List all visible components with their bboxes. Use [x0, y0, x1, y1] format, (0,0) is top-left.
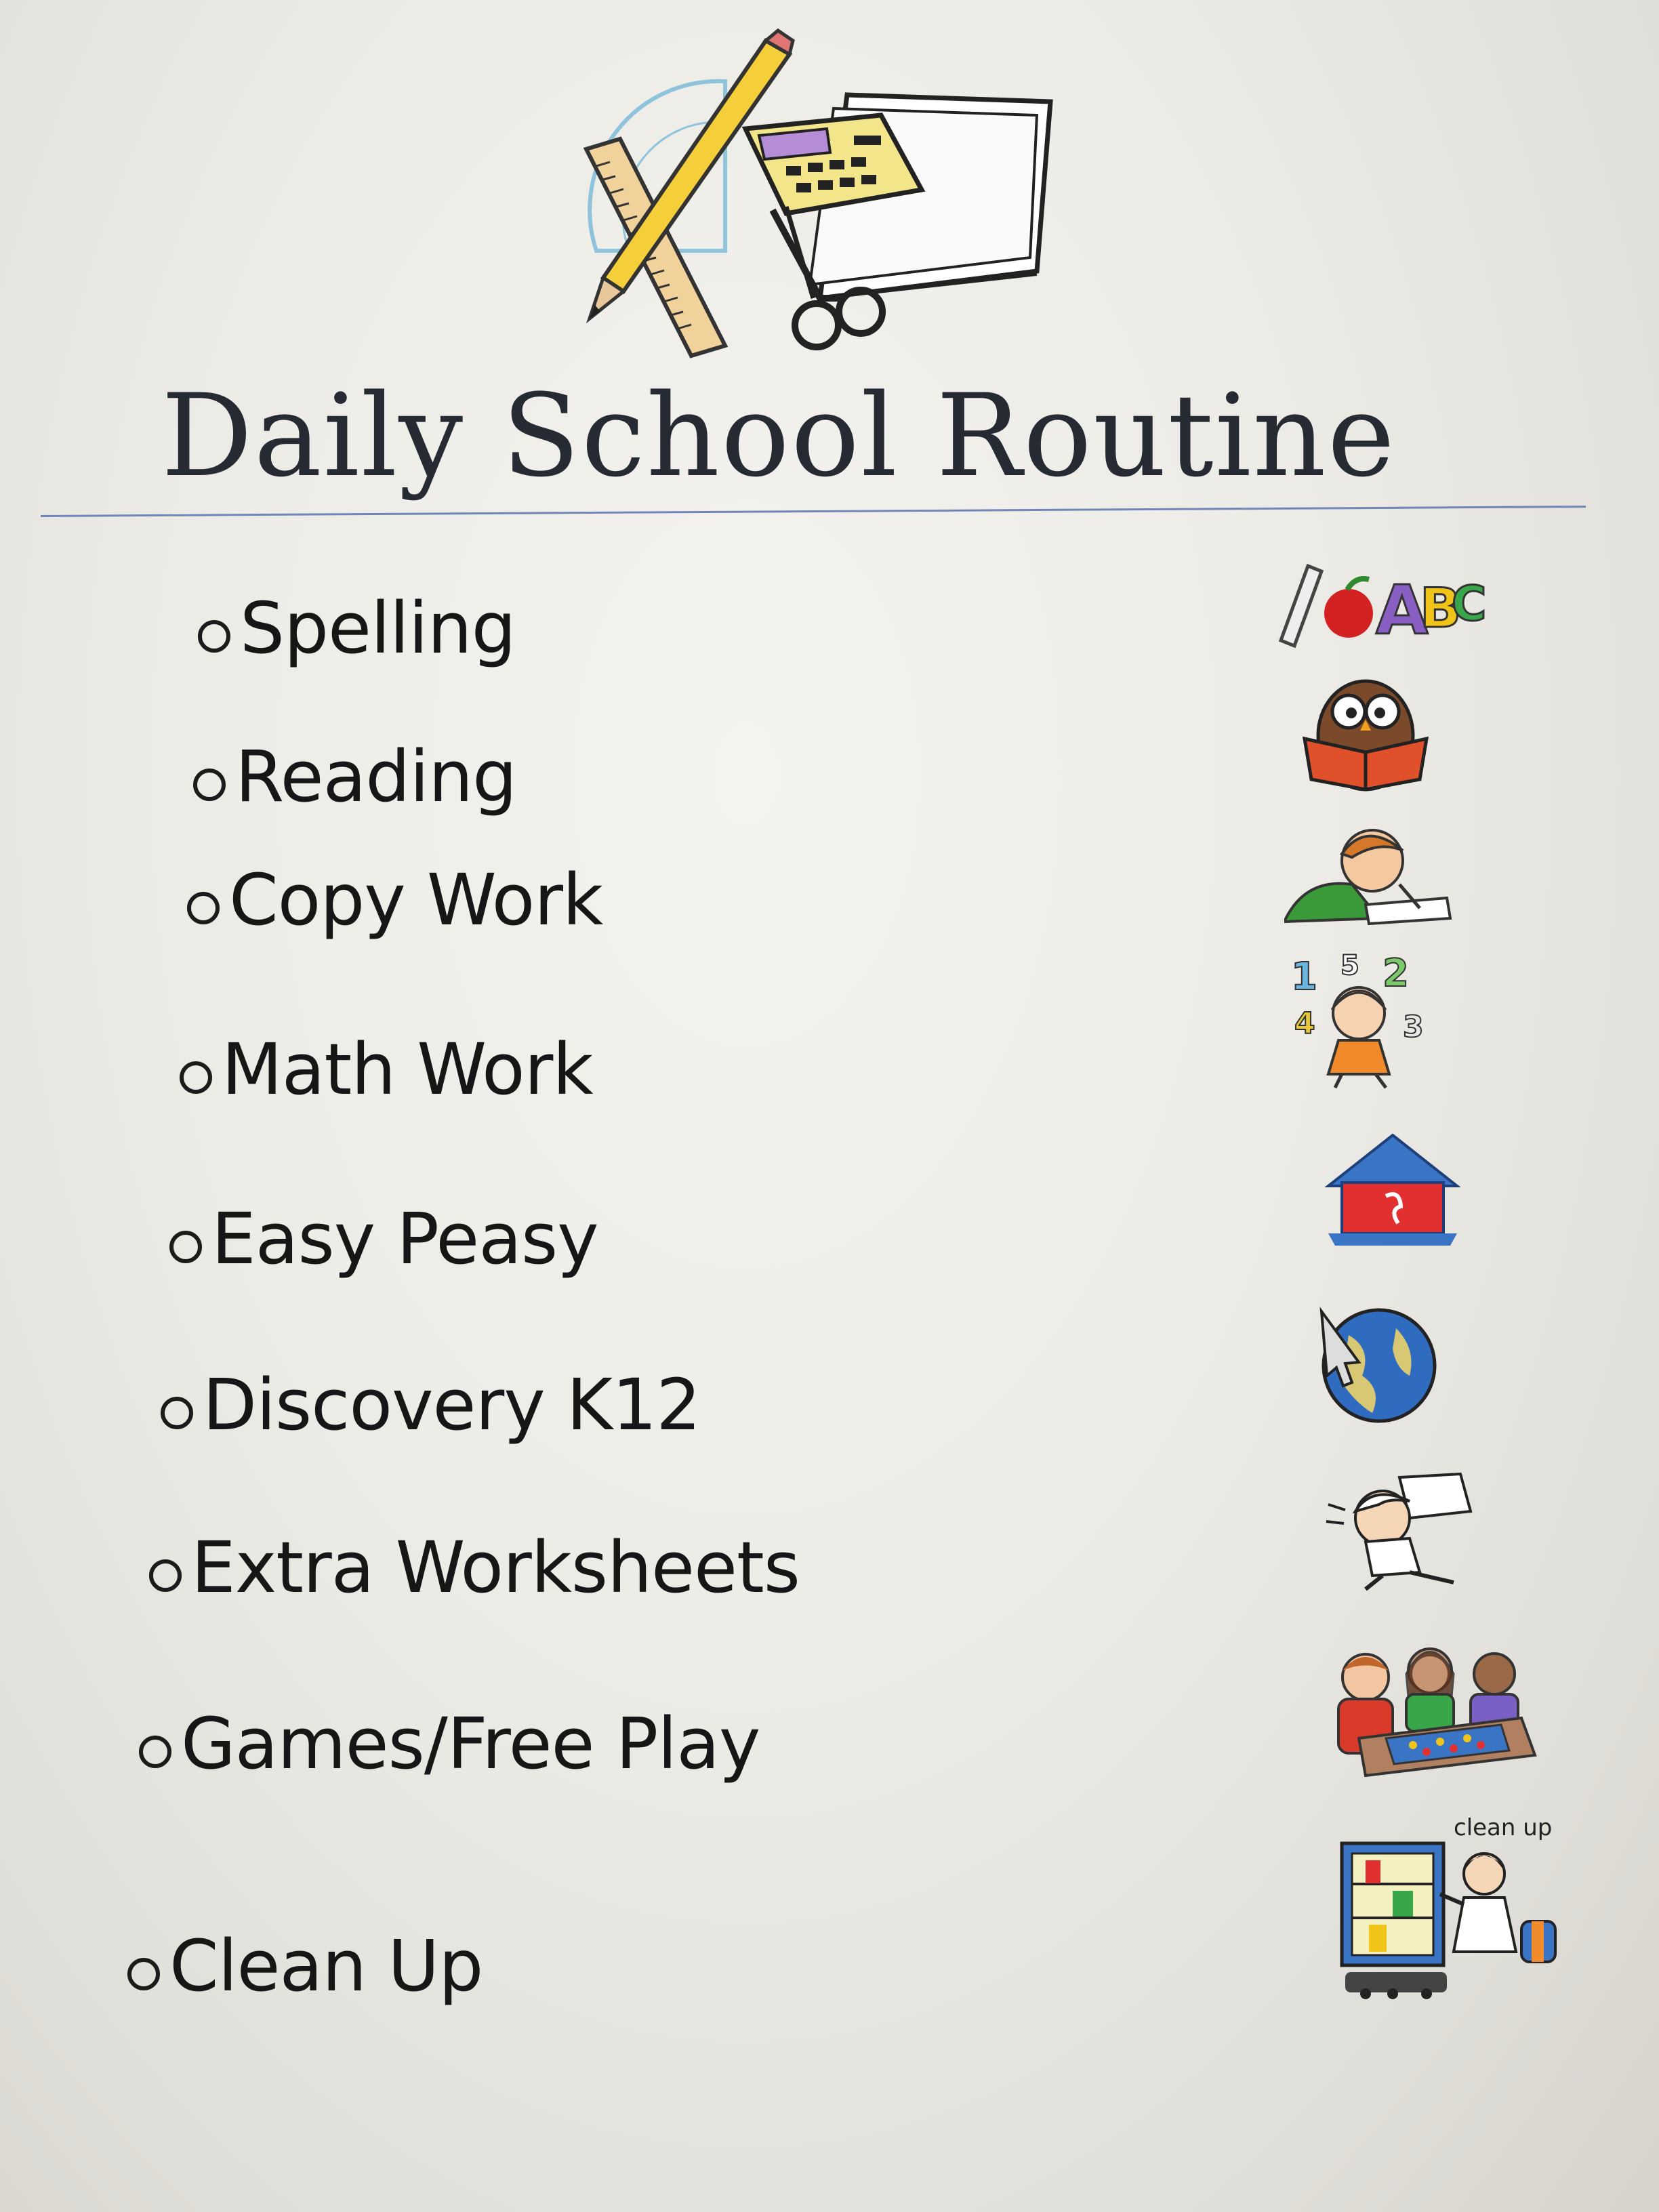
item-label: Easy Peasy: [211, 1197, 598, 1280]
child-writing-icon: [1284, 823, 1454, 925]
list-item: [193, 735, 516, 818]
checkbox-circle[interactable]: [198, 620, 230, 653]
girl-with-numbers-icon: [1288, 949, 1437, 1091]
item-label: Games/Free Play: [181, 1702, 760, 1785]
list-item: [180, 1028, 593, 1111]
svg-text:A: A: [1376, 571, 1429, 650]
checkbox-circle[interactable]: [193, 769, 226, 801]
checkbox-circle[interactable]: [161, 1397, 193, 1429]
list-item: [127, 1925, 483, 2007]
svg-text:5: 5: [1340, 950, 1359, 981]
children-board-game-icon: [1332, 1637, 1549, 1779]
list-item: [149, 1526, 800, 1609]
checkbox-circle[interactable]: [139, 1736, 171, 1768]
list-item: [198, 587, 516, 670]
item-label: Copy Work: [229, 859, 603, 941]
title-divider: [41, 506, 1586, 517]
school-supplies-icon: [562, 27, 1064, 366]
list-item: [187, 859, 602, 941]
item-label: Reading: [235, 735, 517, 818]
easy-peasy-logo-icon: [1325, 1132, 1460, 1247]
list-item: [169, 1197, 598, 1280]
item-label: Math Work: [222, 1028, 593, 1111]
svg-text:C: C: [1452, 576, 1487, 632]
kid-running-with-papers-icon: [1325, 1471, 1481, 1593]
svg-text:3: 3: [1403, 1010, 1424, 1044]
ruler-apple-abc-icon: [1274, 552, 1491, 654]
svg-text:B: B: [1420, 577, 1461, 640]
page-title: Daily School Routine: [161, 369, 1397, 502]
checkbox-circle[interactable]: [169, 1231, 202, 1263]
owl-reading-book-icon: [1294, 671, 1437, 793]
checkbox-circle[interactable]: [187, 892, 220, 924]
checkbox-circle[interactable]: [180, 1061, 212, 1094]
globe-cursor-icon: [1308, 1301, 1443, 1423]
item-label: Clean Up: [169, 1925, 483, 2007]
svg-text:2: 2: [1382, 951, 1409, 996]
item-label: Spelling: [240, 587, 516, 670]
svg-text:1: 1: [1291, 955, 1317, 999]
checkbox-circle[interactable]: [127, 1958, 160, 1990]
item-label: Discovery K12: [203, 1364, 701, 1446]
checkbox-circle[interactable]: [149, 1559, 182, 1592]
list-item: [161, 1364, 700, 1446]
girl-cleaning-shelf-icon: [1338, 1809, 1562, 1999]
svg-text:4: 4: [1294, 1006, 1315, 1041]
list-item: [139, 1702, 760, 1785]
item-label: Extra Worksheets: [191, 1526, 800, 1609]
clean-up-caption: clean up: [1454, 1814, 1553, 1841]
